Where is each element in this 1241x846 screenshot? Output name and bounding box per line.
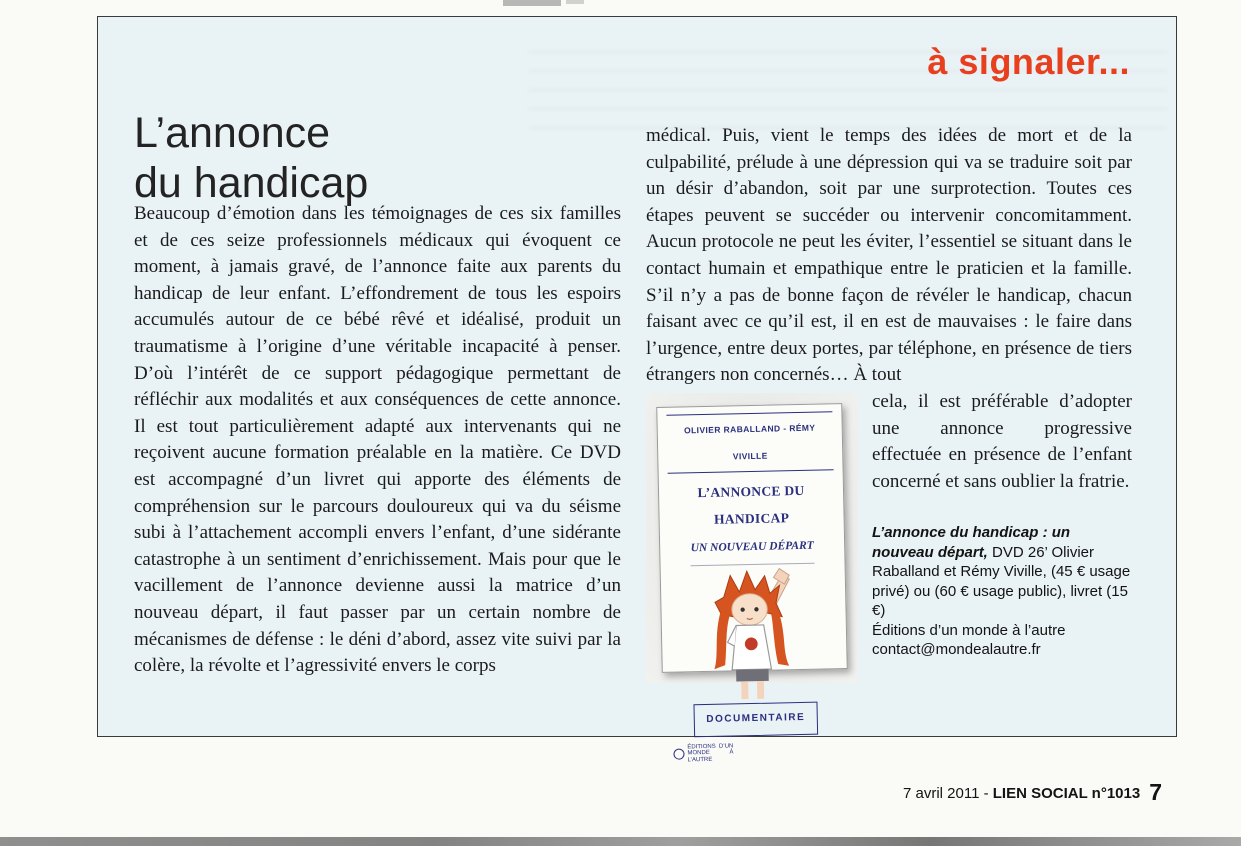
dvd-cover-subtitle: UN NOUVEAU DÉPART xyxy=(690,533,814,566)
article-panel xyxy=(97,16,1177,763)
dvd-cover-illustration xyxy=(670,563,839,704)
publisher-logo-icon xyxy=(673,748,684,759)
dvd-caption-body: DVD 26’ Olivier Raballand et Rémy Viville, (45 € usage privé) ou (60 € usage public), livret (15 €) xyxy=(872,543,1131,620)
footer-magazine-name: LIEN SOCIAL n°1013 xyxy=(992,785,1141,802)
manga-girl-drawing xyxy=(694,564,815,704)
article-left-column: Beaucoup d’émotion dans les témoignages de ces six familles et de ces seize professionnels médicaux qui évoquent ce moment, à jamais gravé, de l’annonce faite aux parents du handicap de leur enfant. L’effondrement de tous les espoirs accumulés autour de ce bébé rêvé et idéalisé, produit un traumatisme à l’origine d’une véritable incapacité à penser. D’où l’intérêt de ce support pédagogique permettant de réfléchir aux modalités et aux conséquences de cette annonce. Il est tout particulièrement adapté aux intervenants qui ne reçoivent aucune formation préalable en la matière. Ce DVD est accompagné d’un livret qui apporte des éléments de compréhension sur le parcours douloureux qui va du séisme subi à l’attachement accompli envers l’enfant, d’une sidérante catastrophe à un sentiment d’enrichissement. Mais pour que le vacillement de l’annonce devienne aussi la matrice d’un nouveau départ, il faut passer par un certain nombre de mécanismes de défense : le déni d’abord, assez vite suivi par la colère, la révolte et l’agressivité envers le corps xyxy=(134,203,621,677)
article-right-column xyxy=(646,123,1132,763)
right-column-text-top: médical. Puis, vient le temps des idées de mort et de la culpabilité, prélude à une dépression qui va se traduire soit par un désir d’abandon, soit par une surprotection. Toutes ces étapes peuvent se succéder ou intervenir concomitamment. Aucun protocole ne peut les éviter, l’essentiel se situant dans le contact humain et empathique entre le praticien et la famille. S’il n’y a pas de bonne façon de révéler le handicap, chacun faisant avec ce qu’il est, il en est de mauvaises : le faire dans l’urgence, entre deux portes, par téléphone, en présence de tiers étrangers non concernés… À tout xyxy=(646,125,1132,386)
page-footer xyxy=(0,777,1162,804)
scan-artifact-bottom xyxy=(0,837,1241,846)
footer-page-number: 7 xyxy=(1149,779,1162,805)
dvd-cover-authors: OLIVIER RABALLAND - RÉMY VIVILLE xyxy=(666,411,833,474)
dvd-cover-genre: DOCUMENTAIRE xyxy=(693,702,819,737)
dvd-cover xyxy=(656,403,848,763)
dvd-caption-publisher: Éditions d’un monde à l’autre xyxy=(872,621,1066,639)
section-header: à signaler... xyxy=(927,41,1130,82)
dvd-cover-title: L’ANNONCE DU HANDICAP xyxy=(697,483,805,527)
publisher-logo xyxy=(673,743,733,764)
article-title-line2: du handicap xyxy=(134,158,369,207)
article-title-line1: L’annonce xyxy=(134,108,331,157)
scan-artifact-top-2 xyxy=(566,0,584,4)
footer-date: 7 avril 2011 - xyxy=(903,785,993,802)
dvd-caption-email: contact@mondealautre.fr xyxy=(872,641,1041,659)
publisher-logo-text: ÉDITIONS D’UN MONDE À L’AUTRE xyxy=(687,742,734,763)
dvd-caption-title: L’annonce du handicap : un nouveau départ, xyxy=(872,524,1071,561)
article-title xyxy=(134,108,368,208)
scan-artifact-top xyxy=(503,0,561,6)
right-column-text-wrap: cela, il est préférable d’adopter une annonce progressive effectuée en présence de l’enfant concerné et sans oublier la fratrie. xyxy=(872,390,1132,492)
dvd-cover-photo xyxy=(646,393,858,763)
